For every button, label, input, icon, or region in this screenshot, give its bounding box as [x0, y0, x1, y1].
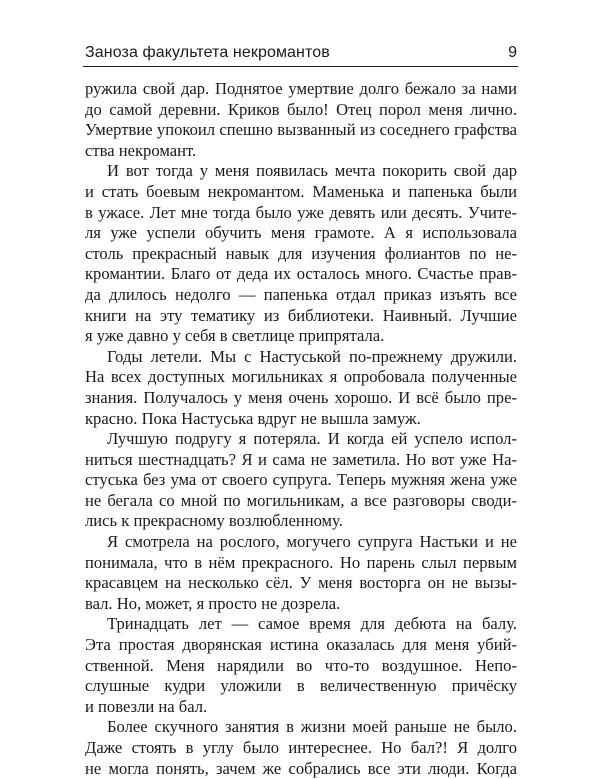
text-line: Тринадцать лет — самое время для дебюта на балу.: [107, 614, 517, 634]
text-line: кромантии. Благо от деда их осталось много. Счастье прав-: [85, 264, 517, 284]
running-title: Заноза факультета некромантов: [85, 44, 330, 61]
text-line: ниться шестнадцать? Я и сама не заметила. Но вот уже На-: [85, 449, 517, 469]
text-line: красавцем на несколько сёл. У меня восторга он не вызы-: [85, 573, 517, 593]
text-line: лись к прекрасному возлюбленному.: [85, 511, 343, 531]
text-line: знания. Получалось у меня очень хорошо. И всё было пре-: [85, 387, 517, 407]
text-line: Я смотрела на рослого, могучего супруга Настьки и не: [107, 532, 517, 552]
text-line: Эта простая дворянская истина оказалась для меня убий-: [85, 635, 517, 655]
text-line: столь прекрасный навык для изучения фолиантов по не-: [85, 243, 517, 263]
text-line: до самой деревни. Криков было! Отец порол меня лично.: [85, 99, 517, 119]
text-line: я уже давно у себя в светлице припрятала.: [85, 326, 385, 346]
text-line: Годы летели. Мы с Настуськой по-прежнему дружили.: [107, 346, 517, 366]
text-line: На всех доступных могильниках я опробовала полученные: [85, 367, 517, 387]
text-line: Лучшую подругу я потеряла. И когда ей успело испол-: [107, 429, 517, 449]
page-number: 9: [508, 44, 517, 61]
text-line: ружила свой дар. Поднятое умертвие долго бежало за нами: [85, 79, 517, 98]
text-line: Умертвие упокоил спешно вызванный из соседнего графства: [85, 120, 517, 140]
text-line: стуська без ума от своего супруга. Теперь мужняя жена уже: [85, 470, 517, 490]
text-line: в ужасе. Лет мне тогда было уже девять или десять. Учите-: [85, 202, 517, 222]
text-line: ства некромант.: [85, 140, 197, 160]
text-line: Даже стоять в углу было интереснее. Но бал?! Я долго: [85, 738, 517, 757]
text-line: да длилось недолго — папенька отдал приказ изъять все: [85, 284, 517, 304]
text-line: И вот тогда у меня появилась мечта покорить свой дар: [107, 161, 517, 181]
text-line: книги на эту тематику из библиотеки. Наивный. Лучшие: [85, 305, 517, 325]
text-line: и повезли на бал.: [85, 696, 208, 716]
text-line: не бегала со мной по могильникам, а все разговоры своди-: [85, 490, 517, 510]
text-line: и стать боевым некромантом. Маменька и папенька были: [85, 181, 517, 201]
text-line: слушные кудри уложили в величественную причёску: [85, 676, 517, 696]
text-line: красно. Пока Настуська вдруг не вышла замуж.: [85, 408, 421, 428]
text-line: ственной. Меня нарядили во что-то воздушное. Непо-: [85, 655, 517, 675]
body-text: [85, 79, 517, 779]
text-line: Более скучного занятия в жизни моей раньше не было.: [107, 717, 517, 737]
text-line: ля уже успели обучить меня грамоте. А я использовала: [85, 223, 517, 243]
text-line: вал. Но, может, я просто не дозрела.: [85, 593, 341, 613]
text-line: понимала, что в нём прекрасного. Но парень слыл первым: [85, 552, 517, 572]
text-line: не могла понять, зачем же собрались все эти люди. Когда: [85, 758, 517, 778]
running-header: [83, 42, 518, 67]
